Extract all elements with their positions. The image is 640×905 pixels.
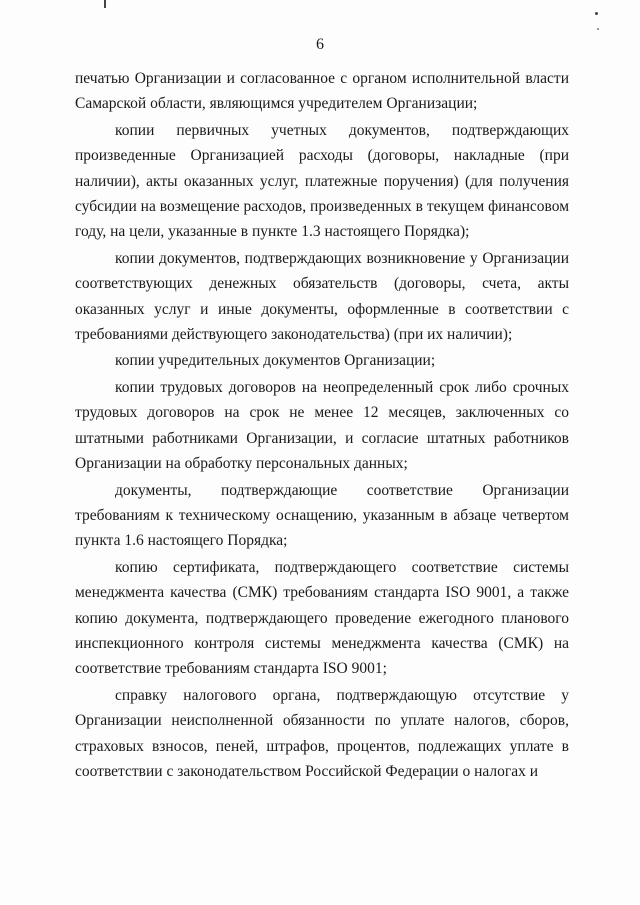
paragraph-labor-contracts: копии трудовых договоров на неопределенный срок либо срочных трудовых договоров на срок не менее 12 месяцев, заключенных со штатными работниками Организации, и согласие штатных работников Организации на обработку персональных данных; — [75, 378, 569, 473]
paragraph-technical-equipment: документы, подтверждающие соответствие Организации требованиям к техническому оснащению, указанным в абзаце четвертом пункта 1.6 настоящего Порядка; — [75, 481, 569, 550]
document-body — [75, 66, 569, 785]
paragraph-obligation-documents: копии документов, подтверждающих возникновение у Организации соответствующих денежных обязательств (договоры, счета, акты оказанных услуг и иные документы, оформленные в соответствии с требованиями действующего законодательства) (при их наличии); — [75, 249, 569, 344]
scan-speck — [597, 28, 599, 30]
paragraph-iso-certificate: копию сертификата, подтверждающего соответствие системы менеджмента качества (СМК) требованиям стандарта ISO 9001, а также копию документа, подтверждающего проведение ежегодного планового инспекционного контроля системы менеджмента качества (СМК) на соответствие требованиям стандарта ISO 9001; — [75, 558, 569, 678]
paragraph-tax-certificate: справку налогового органа, подтверждающую отсутствие у Организации неисполненной обязанности по уплате налогов, сборов, страховых взносов, пеней, штрафов, процентов, подлежащих уплате в соответствии с законодательством Российской Федерации о налогах и — [75, 686, 569, 780]
paragraph-primary-documents: копии первичных учетных документов, подтверждающих произведенные Организацией расходы (договоры, накладные (при наличии), акты оказанных услуг, платежные поручения) (для получения субсидии на возмещение расходов, произведенных в текущем финансовом году, на цели, указанные в пункте 1.3 настоящего Порядка); — [75, 121, 569, 241]
paragraph-founding-documents: копии учредительных документов Организации; — [115, 352, 436, 370]
scan-speck — [595, 12, 598, 15]
page-number: 6 — [316, 36, 324, 53]
scan-mark — [104, 0, 106, 8]
paragraph-continuation: печатью Организации и согласованное с органом исполнительной власти Самарской области, являющимся учредителем Организации; — [75, 70, 569, 113]
